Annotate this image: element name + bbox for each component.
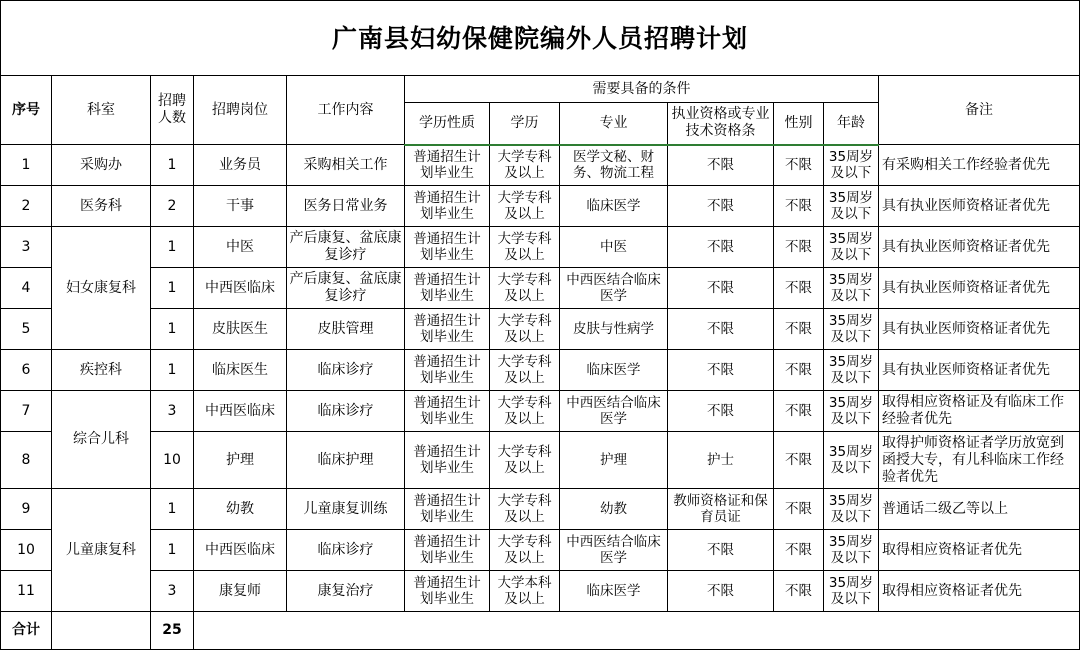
row-content: 产后康复、盆底康复诊疗 [287, 268, 405, 309]
header-content: 工作内容 [287, 76, 405, 145]
header-edu-type: 学历性质 [405, 103, 490, 145]
row-age: 35周岁及以下 [824, 350, 879, 391]
row-content: 康复治疗 [287, 571, 405, 612]
row-qual: 不限 [668, 186, 774, 227]
header-age: 年龄 [824, 103, 879, 145]
row-edu-type: 普通招生计划毕业生 [405, 350, 490, 391]
row-content: 儿童康复训练 [287, 489, 405, 530]
row-seq: 11 [1, 571, 52, 612]
row-edu: 大学专科及以上 [490, 350, 560, 391]
row-content: 皮肤管理 [287, 309, 405, 350]
row-content: 采购相关工作 [287, 145, 405, 186]
row-seq: 9 [1, 489, 52, 530]
row-count: 1 [151, 268, 194, 309]
row-age: 35周岁及以下 [824, 309, 879, 350]
row-remark: 具有执业医师资格证者优先 [879, 186, 1080, 227]
row-position: 中西医临床 [194, 391, 287, 432]
table-row [1, 186, 1080, 227]
row-seq: 2 [1, 186, 52, 227]
row-remark: 取得相应资格证及有临床工作经验者优先 [879, 391, 1080, 432]
row-dept: 医务科 [52, 186, 151, 227]
row-major: 临床医学 [560, 571, 668, 612]
header-row-1 [1, 76, 1080, 103]
row-content: 医务日常业务 [287, 186, 405, 227]
row-seq: 10 [1, 530, 52, 571]
row-gender: 不限 [774, 571, 824, 612]
row-edu: 大学本科及以上 [490, 571, 560, 612]
row-edu-type: 普通招生计划毕业生 [405, 145, 490, 186]
row-position: 临床医生 [194, 350, 287, 391]
row-gender: 不限 [774, 350, 824, 391]
row-major: 中西医结合临床医学 [560, 268, 668, 309]
row-count: 3 [151, 391, 194, 432]
row-edu: 大学专科及以上 [490, 268, 560, 309]
row-content: 临床诊疗 [287, 391, 405, 432]
row-remark: 取得相应资格证者优先 [879, 571, 1080, 612]
row-edu-type: 普通招生计划毕业生 [405, 530, 490, 571]
row-gender: 不限 [774, 309, 824, 350]
row-remark: 具有执业医师资格证者优先 [879, 227, 1080, 268]
row-qual: 不限 [668, 268, 774, 309]
row-edu: 大学专科及以上 [490, 145, 560, 186]
row-age: 35周岁及以下 [824, 145, 879, 186]
title-row [1, 1, 1080, 76]
row-age: 35周岁及以下 [824, 489, 879, 530]
row-position: 中医 [194, 227, 287, 268]
row-edu: 大学专科及以上 [490, 309, 560, 350]
row-position: 幼教 [194, 489, 287, 530]
row-edu-type: 普通招生计划毕业生 [405, 227, 490, 268]
total-label: 合计 [1, 612, 52, 650]
row-seq: 8 [1, 432, 52, 489]
row-gender: 不限 [774, 489, 824, 530]
row-dept: 采购办 [52, 145, 151, 186]
row-gender: 不限 [774, 227, 824, 268]
row-position: 业务员 [194, 145, 287, 186]
row-gender: 不限 [774, 391, 824, 432]
row-gender: 不限 [774, 530, 824, 571]
header-edu: 学历 [490, 103, 560, 145]
row-qual: 不限 [668, 350, 774, 391]
row-count: 1 [151, 227, 194, 268]
row-seq: 3 [1, 227, 52, 268]
table-row [1, 391, 1080, 432]
row-position: 中西医临床 [194, 268, 287, 309]
row-major: 皮肤与性病学 [560, 309, 668, 350]
row-qual: 护士 [668, 432, 774, 489]
row-edu: 大学专科及以上 [490, 530, 560, 571]
row-edu: 大学专科及以上 [490, 227, 560, 268]
row-remark: 取得相应资格证者优先 [879, 530, 1080, 571]
header-conditions: 需要具备的条件 [405, 76, 879, 103]
table-body [1, 145, 1080, 612]
row-seq: 1 [1, 145, 52, 186]
header-count: 招聘人数 [151, 76, 194, 145]
row-remark: 取得护师资格证者学历放宽到函授大专，有儿科临床工作经验者优先 [879, 432, 1080, 489]
row-count: 1 [151, 530, 194, 571]
row-count: 1 [151, 309, 194, 350]
row-edu-type: 普通招生计划毕业生 [405, 489, 490, 530]
row-major: 临床医学 [560, 186, 668, 227]
total-empty-dept [52, 612, 151, 650]
row-remark: 具有执业医师资格证者优先 [879, 350, 1080, 391]
table-row [1, 571, 1080, 612]
row-qual: 不限 [668, 391, 774, 432]
header-major: 专业 [560, 103, 668, 145]
row-major: 中西医结合临床医学 [560, 391, 668, 432]
row-gender: 不限 [774, 145, 824, 186]
row-dept: 妇女康复科 [52, 227, 151, 350]
row-dept: 综合儿科 [52, 391, 151, 489]
row-remark: 具有执业医师资格证者优先 [879, 309, 1080, 350]
table-row [1, 227, 1080, 268]
total-row [1, 612, 1080, 650]
row-qual: 不限 [668, 145, 774, 186]
row-qual: 不限 [668, 530, 774, 571]
table-row [1, 268, 1080, 309]
header-seq: 序号 [1, 76, 52, 145]
row-seq: 5 [1, 309, 52, 350]
header-remark: 备注 [879, 76, 1080, 145]
row-qual: 不限 [668, 227, 774, 268]
table-row [1, 489, 1080, 530]
header-dept: 科室 [52, 76, 151, 145]
row-edu: 大学专科及以上 [490, 489, 560, 530]
row-content: 临床护理 [287, 432, 405, 489]
row-edu: 大学专科及以上 [490, 186, 560, 227]
header-position: 招聘岗位 [194, 76, 287, 145]
row-count: 1 [151, 145, 194, 186]
page-title: 广南县妇幼保健院编外人员招聘计划 [1, 1, 1080, 76]
row-age: 35周岁及以下 [824, 268, 879, 309]
row-age: 35周岁及以下 [824, 530, 879, 571]
table-row [1, 350, 1080, 391]
row-position: 护理 [194, 432, 287, 489]
table-row [1, 145, 1080, 186]
row-edu-type: 普通招生计划毕业生 [405, 309, 490, 350]
row-major: 医学文秘、财务、物流工程 [560, 145, 668, 186]
row-age: 35周岁及以下 [824, 571, 879, 612]
row-position: 中西医临床 [194, 530, 287, 571]
row-edu-type: 普通招生计划毕业生 [405, 186, 490, 227]
row-count: 2 [151, 186, 194, 227]
row-dept: 疾控科 [52, 350, 151, 391]
header-gender: 性别 [774, 103, 824, 145]
row-edu-type: 普通招生计划毕业生 [405, 571, 490, 612]
row-qual: 不限 [668, 309, 774, 350]
row-age: 35周岁及以下 [824, 432, 879, 489]
header-qual: 执业资格或专业技术资格条 [668, 103, 774, 145]
row-age: 35周岁及以下 [824, 227, 879, 268]
table-row [1, 530, 1080, 571]
table-row [1, 309, 1080, 350]
row-gender: 不限 [774, 432, 824, 489]
row-seq: 7 [1, 391, 52, 432]
row-dept: 儿童康复科 [52, 489, 151, 612]
row-major: 幼教 [560, 489, 668, 530]
row-count: 1 [151, 350, 194, 391]
row-position: 康复师 [194, 571, 287, 612]
row-age: 35周岁及以下 [824, 186, 879, 227]
row-edu: 大学专科及以上 [490, 391, 560, 432]
row-count: 1 [151, 489, 194, 530]
total-count: 25 [151, 612, 194, 650]
row-content: 产后康复、盆底康复诊疗 [287, 227, 405, 268]
row-gender: 不限 [774, 186, 824, 227]
row-remark: 普通话二级乙等以上 [879, 489, 1080, 530]
row-edu-type: 普通招生计划毕业生 [405, 268, 490, 309]
row-major: 临床医学 [560, 350, 668, 391]
row-remark: 具有执业医师资格证者优先 [879, 268, 1080, 309]
row-edu-type: 普通招生计划毕业生 [405, 391, 490, 432]
row-qual: 不限 [668, 571, 774, 612]
row-seq: 6 [1, 350, 52, 391]
total-empty [194, 612, 1080, 650]
row-age: 35周岁及以下 [824, 391, 879, 432]
row-position: 干事 [194, 186, 287, 227]
row-edu-type: 普通招生计划毕业生 [405, 432, 490, 489]
row-count: 10 [151, 432, 194, 489]
row-major: 护理 [560, 432, 668, 489]
row-gender: 不限 [774, 268, 824, 309]
table-row [1, 432, 1080, 489]
row-edu: 大学专科及以上 [490, 432, 560, 489]
row-major: 中医 [560, 227, 668, 268]
row-seq: 4 [1, 268, 52, 309]
row-remark: 有采购相关工作经验者优先 [879, 145, 1080, 186]
row-content: 临床诊疗 [287, 530, 405, 571]
row-position: 皮肤医生 [194, 309, 287, 350]
row-count: 3 [151, 571, 194, 612]
row-qual: 教师资格证和保育员证 [668, 489, 774, 530]
row-content: 临床诊疗 [287, 350, 405, 391]
row-major: 中西医结合临床医学 [560, 530, 668, 571]
